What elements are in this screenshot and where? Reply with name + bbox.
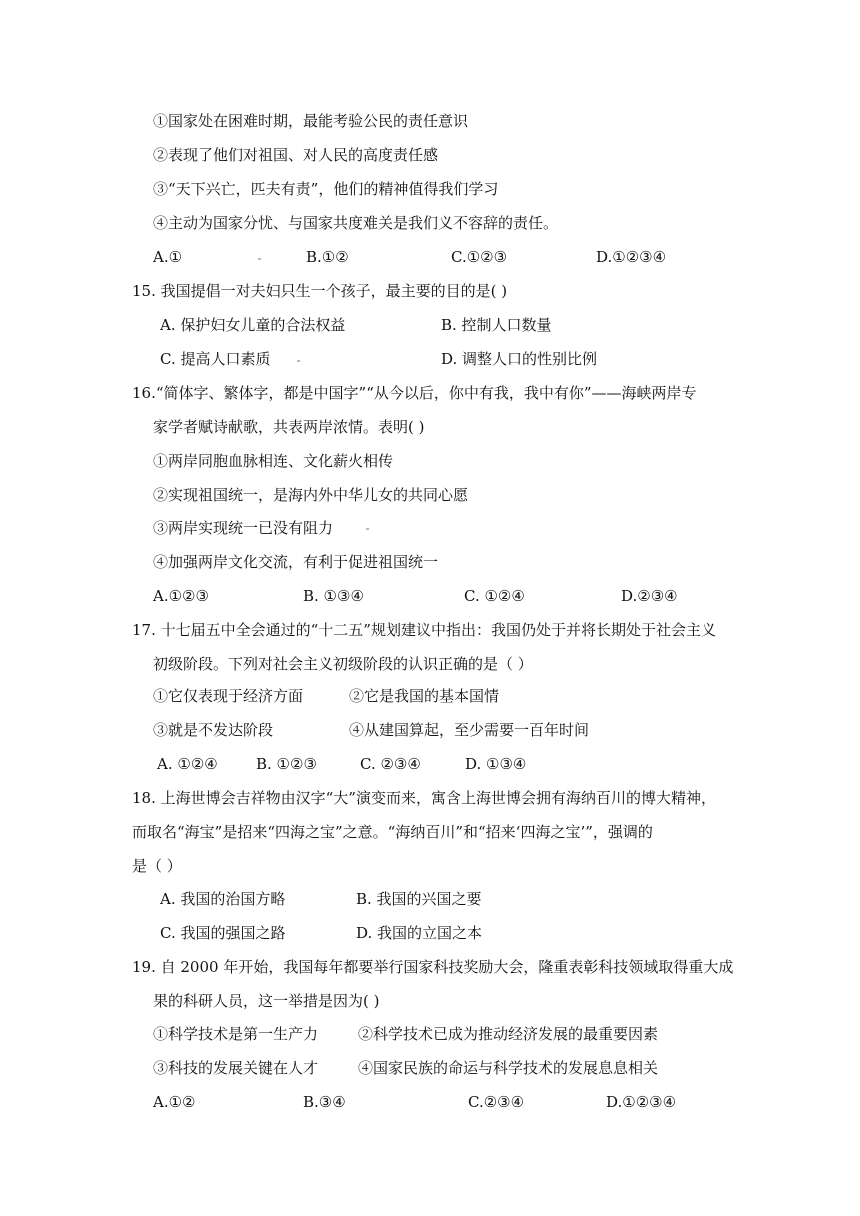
q19-item-1: ①科学技术是第一生产力: [153, 1025, 319, 1043]
q17-item-2: ②它是我国的基本国情: [349, 687, 500, 705]
q16-item-1: ①两岸同胞血脉相连、文化薪火相传: [153, 452, 394, 470]
q14-item-1: ①国家处在困难时期，最能考验公民的责任意识: [153, 112, 469, 130]
q16-option-d: D.②③④: [621, 587, 678, 605]
q15-option-d: D. 调整人口的性别比例: [441, 350, 598, 368]
q19-option-c: C.②③④: [468, 1093, 525, 1111]
q16-option-b: B. ①③④: [303, 587, 364, 605]
q14-item-3: ③“天下兴亡，匹夫有责”，他们的精神值得我们学习: [153, 180, 499, 198]
q14-option-b: B.①②: [306, 248, 349, 266]
scan-speck: [297, 360, 300, 362]
q17-item-1: ①它仅表现于经济方面: [153, 687, 304, 705]
q16-item-2: ②实现祖国统一，是海内外中华儿女的共同心愿: [153, 486, 469, 504]
q16-stem-line-2: 家学者赋诗献歌，共表两岸浓情。表明( ): [153, 418, 425, 436]
q19-stem-line-2: 果的科研人员，这一举措是因为( ): [153, 992, 380, 1010]
q19-option-d: D.①②③④: [606, 1093, 677, 1111]
q19-option-b: B.③④: [303, 1093, 346, 1111]
q16-stem-line-1: 16.“简体字、繁体字，都是中国字”“从今以后，你中有我，我中有你”——海峡两岸专: [132, 384, 697, 402]
q18-option-b: B. 我国的兴国之要: [356, 890, 482, 908]
q17-option-d: D. ①③④: [465, 755, 527, 773]
q18-stem-line-3: 是（ ）: [132, 857, 182, 875]
q17-stem-line-1: 17. 十七届五中全会通过的“十二五”规划建议中指出：我国仍处于并将长期处于社会主义: [132, 621, 716, 639]
q17-stem-line-2: 初级阶段。下列对社会主义初级阶段的认识正确的是（ ）: [153, 655, 533, 673]
q16-item-3: ③两岸实现统一已没有阻力: [153, 519, 334, 537]
q18-stem-line-1: 18. 上海世博会吉祥物由汉字“大”演变而来，寓含上海世博会拥有海纳百川的博大精神，: [132, 789, 716, 807]
q14-option-d: D.①②③④: [596, 248, 667, 266]
q15-option-a: A. 保护妇女儿童的合法权益: [160, 316, 346, 334]
q15-option-b: B. 控制人口数量: [441, 316, 552, 334]
q17-item-3: ③就是不发达阶段: [153, 721, 274, 739]
q14-option-a: A.①: [153, 248, 183, 266]
q16-option-a: A.①②③: [153, 587, 209, 605]
q19-option-a: A.①②: [153, 1093, 196, 1111]
q18-stem-line-2: 而取名“海宝”是招来“四海之宝”之意。“海纳百川”和“招来‘四海之宝’”，强调的: [132, 823, 653, 841]
q18-option-a: A. 我国的治国方略: [160, 890, 286, 908]
q19-item-3: ③科技的发展关键在人才: [153, 1059, 319, 1077]
q17-item-4: ④从建国算起，至少需要一百年时间: [349, 721, 590, 739]
q16-option-c: C. ①②④: [464, 587, 525, 605]
q15-stem: 15. 我国提倡一对夫妇只生一个孩子，最主要的目的是( ): [132, 282, 508, 300]
q16-item-4: ④加强两岸文化交流，有利于促进祖国统一: [153, 553, 439, 571]
q17-option-a: A. ①②④: [157, 755, 218, 773]
q19-item-2: ②科学技术已成为推动经济发展的最重要因素: [358, 1025, 659, 1043]
q14-option-c: C.①②③: [451, 248, 508, 266]
scan-speck: [366, 528, 369, 530]
scan-speck: [258, 258, 261, 260]
q15-option-c: C. 提高人口素质: [160, 350, 271, 368]
q19-stem-line-1: 19. 自 2000 年开始，我国每年都要举行国家科技奖励大会，隆重表彰科技领域取得重大成: [132, 958, 734, 976]
q19-item-4: ④国家民族的命运与科学技术的发展息息相关: [358, 1059, 659, 1077]
q14-item-4: ④主动为国家分忧、与国家共度难关是我们义不容辞的责任。: [153, 214, 559, 232]
q17-option-c: C. ②③④: [360, 755, 421, 773]
q14-item-2: ②表现了他们对祖国、对人民的高度责任感: [153, 146, 439, 164]
q17-option-b: B. ①②③: [256, 755, 317, 773]
q18-option-d: D. 我国的立国之本: [356, 924, 483, 942]
q18-option-c: C. 我国的强国之路: [160, 924, 286, 942]
